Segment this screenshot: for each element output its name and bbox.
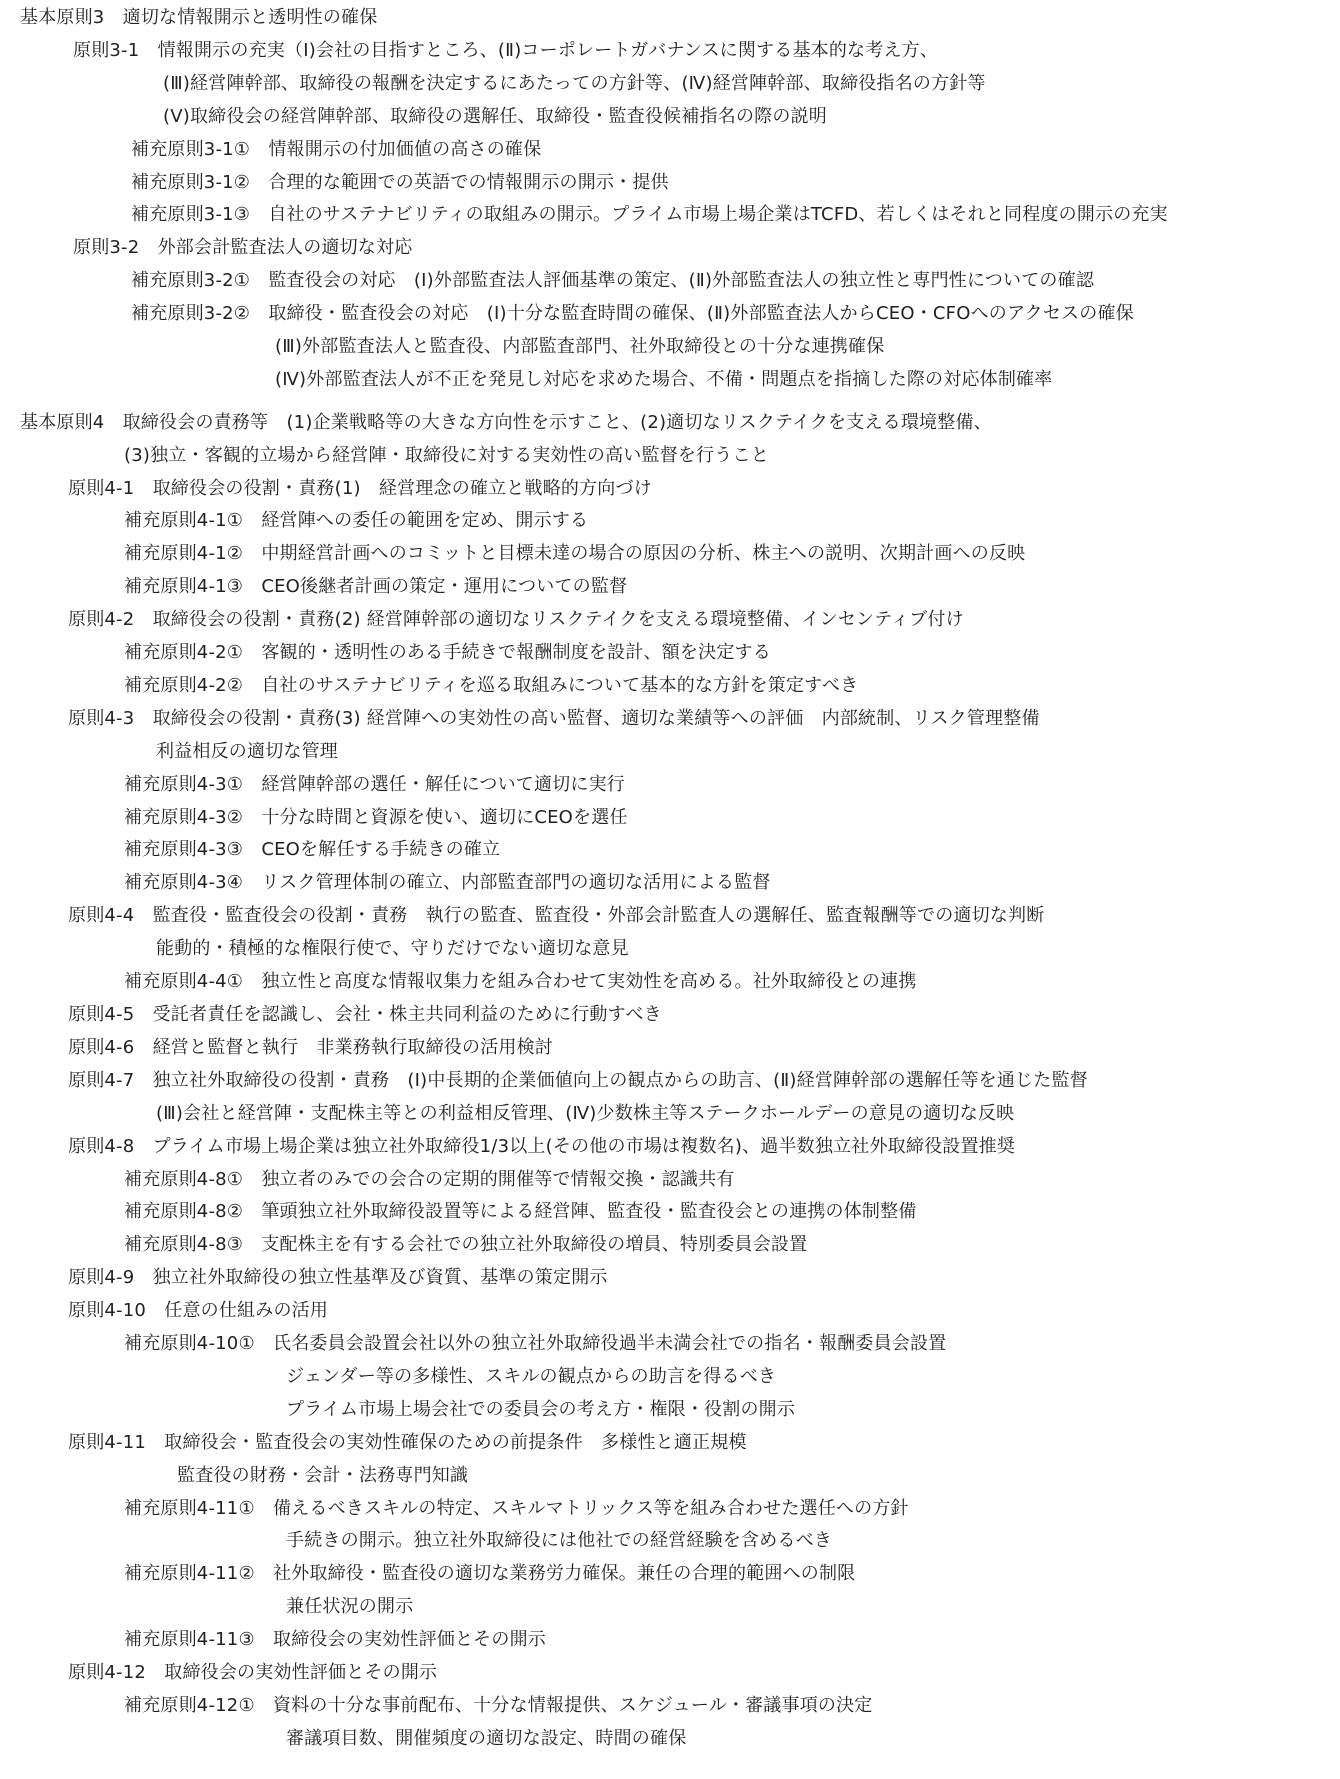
outline-line: 補充原則3-2② 取締役・監査役会の対応 (Ⅰ)十分な監査時間の確保、(Ⅱ)外部監査法人からCEO・CFOへのアクセスの確保 [131,303,1134,324]
outline-line: 原則4-6 経営と監督と執行 非業務執行取締役の活用検討 [68,1037,553,1058]
outline-line: 補充原則4-3② 十分な時間と資源を使い、適切にCEOを選任 [124,807,628,828]
outline-line: 補充原則4-10① 氏名委員会設置会社以外の独立社外取締役過半未満会社での指名・報酬委員会設置 [124,1333,947,1354]
outline-line: 原則4-9 独立社外取締役の独立性基準及び資質、基準の策定開示 [68,1267,608,1288]
outline-line: 原則4-3 取締役会の役割・責務(3) 経営陣への実効性の高い監督、適切な業績等への評価 内部統制、リスク管理整備 [68,708,1040,729]
outline-line: 原則4-8 プライム市場上場企業は独立社外取締役1/3以上(その他の市場は複数名)、過半数独立社外取締役設置推奨 [68,1136,1016,1157]
outline-line: 能動的・積極的な権限行使で、守りだけでない適切な意見 [156,938,629,959]
outline-line: 原則4-10 任意の仕組みの活用 [68,1300,329,1321]
outline-line: 補充原則4-11③ 取締役会の実効性評価とその開示 [124,1629,546,1650]
outline-line: 補充原則3-1① 情報開示の付加価値の高さの確保 [131,139,542,160]
outline-line: 原則4-12 取締役会の実効性評価とその開示 [68,1662,438,1683]
outline-line: 補充原則4-8② 筆頭独立社外取締役設置等による経営陣、監査役・監査役会との連携の体制整備 [124,1201,917,1222]
outline-line: 補充原則3-1② 合理的な範囲での英語での情報開示の開示・提供 [131,172,669,193]
outline-line: 補充原則4-3④ リスク管理体制の確立、内部監査部門の適切な活用による監督 [124,872,771,893]
outline-line: (Ⅴ)取締役会の経営陣幹部、取締役の選解任、取締役・監査役候補指名の際の説明 [163,106,827,127]
outline-line: 補充原則4-4① 独立性と高度な情報収集力を組み合わせて実効性を高める。社外取締役との連携 [124,971,917,992]
outline-line: 原則4-7 独立社外取締役の役割・責務 (Ⅰ)中長期的企業価値向上の観点からの助言、(Ⅱ)経営陣幹部の選解任等を通じた監督 [68,1070,1088,1091]
outline-line: (Ⅲ)会社と経営陣・支配株主等との利益相反管理、(Ⅳ)少数株主等ステークホールデーの意見の適切な反映 [156,1103,1015,1124]
outline-line: プライム市場上場会社での委員会の考え方・権限・役割の開示 [286,1399,796,1420]
outline-line: 補充原則4-3① 経営陣幹部の選任・解任について適切に実行 [124,774,625,795]
outline-line: 手続きの開示。独立社外取締役には他社での経営経験を含めるべき [286,1530,832,1551]
outline-line: 補充原則4-3③ CEOを解任する手続きの確立 [124,839,501,860]
outline-line: 原則4-5 受託者責任を認識し、会社・株主共同利益のために行動すべき [68,1004,662,1025]
outline-line: 原則3-1 情報開示の充実（Ⅰ)会社の目指すところ、(Ⅱ)コーポレートガバナンスに関する基本的な考え方、 [73,40,939,61]
outline-line: 原則4-2 取締役会の役割・責務(2) 経営陣幹部の適切なリスクテイクを支える環境整備、インセンティブ付け [68,609,964,630]
outline-line: 補充原則3-1③ 自社のサステナビリティの取組みの開示。プライム市場上場企業はTCFD、若しくはそれと同程度の開示の充実 [131,204,1168,225]
outline-line: 補充原則4-8③ 支配株主を有する会社での独立社外取締役の増員、特別委員会設置 [124,1234,808,1255]
outline-line: 補充原則4-11② 社外取締役・監査役の適切な業務労力確保。兼任の合理的範囲への制限 [124,1563,856,1584]
outline-line: 基本原則4 取締役会の責務等 (1)企業戦略等の大きな方向性を示すこと、(2)適切なリスクテイクを支える環境整備、 [20,412,992,433]
outline-line: 利益相反の適切な管理 [156,741,338,762]
outline-line: ジェンダー等の多様性、スキルの観点からの助言を得るべき [286,1366,777,1387]
outline-line: 補充原則4-11① 備えるべきスキルの特定、スキルマトリックス等を組み合わせた選任への方針 [124,1498,909,1519]
outline-line: 原則4-11 取締役会・監査役会の実効性確保のための前提条件 多様性と適正規模 [68,1432,747,1453]
outline-line: (Ⅲ)経営陣幹部、取締役の報酬を決定するにあたっての方針等、(Ⅳ)経営陣幹部、取締役指名の方針等 [163,73,986,94]
outline-line: 基本原則3 適切な情報開示と透明性の確保 [20,7,378,28]
outline-line: (Ⅲ)外部監査法人と監査役、内部監査部門、社外取締役との十分な連携確保 [275,336,885,357]
outline-line: 原則3-2 外部会計監査法人の適切な対応 [73,237,413,258]
outline-line: 審議項目数、開催頻度の適切な設定、時間の確保 [286,1728,687,1749]
outline-line: 補充原則4-2② 自社のサステナビリティを巡る取組みについて基本的な方針を策定すべき [124,675,859,696]
outline-line: 補充原則3-2① 監査役会の対応 (Ⅰ)外部監査法人評価基準の策定、(Ⅱ)外部監査法人の独立性と専門性についての確認 [131,270,1095,291]
outline-line: (Ⅳ)外部監査法人が不正を発見し対応を求めた場合、不備・問題点を指摘した際の対応体制確率 [275,369,1053,390]
outline-line: 補充原則4-1③ CEO後継者計画の策定・運用についての監督 [124,576,628,597]
outline-line: 補充原則4-8① 独立者のみでの会合の定期的開催等で情報交換・認識共有 [124,1169,735,1190]
outline-line: 監査役の財務・会計・法務専門知識 [177,1465,469,1486]
outline-line: 原則4-1 取締役会の役割・責務(1) 経営理念の確立と戦略的方向づけ [68,478,652,499]
outline-line: 補充原則4-2① 客観的・透明性のある手続きで報酬制度を設計、額を決定する [124,642,771,663]
outline-line: 補充原則4-1② 中期経営計画へのコミットと目標未達の場合の原因の分析、株主への説明、次期計画への反映 [124,543,1026,564]
outline-line: (3)独立・客観的立場から経営陣・取締役に対する実効性の高い監督を行うこと [124,445,769,466]
outline-line: 補充原則4-1① 経営陣への委任の範囲を定め、開示する [124,510,589,531]
outline-line: 補充原則4-12① 資料の十分な事前配布、十分な情報提供、スケジュール・審議事項の決定 [124,1695,873,1716]
outline-line: 兼任状況の開示 [286,1596,414,1617]
outline-line: 原則4-4 監査役・監査役会の役割・責務 執行の監査、監査役・外部会計監査人の選解任、監査報酬等での適切な判断 [68,905,1045,926]
